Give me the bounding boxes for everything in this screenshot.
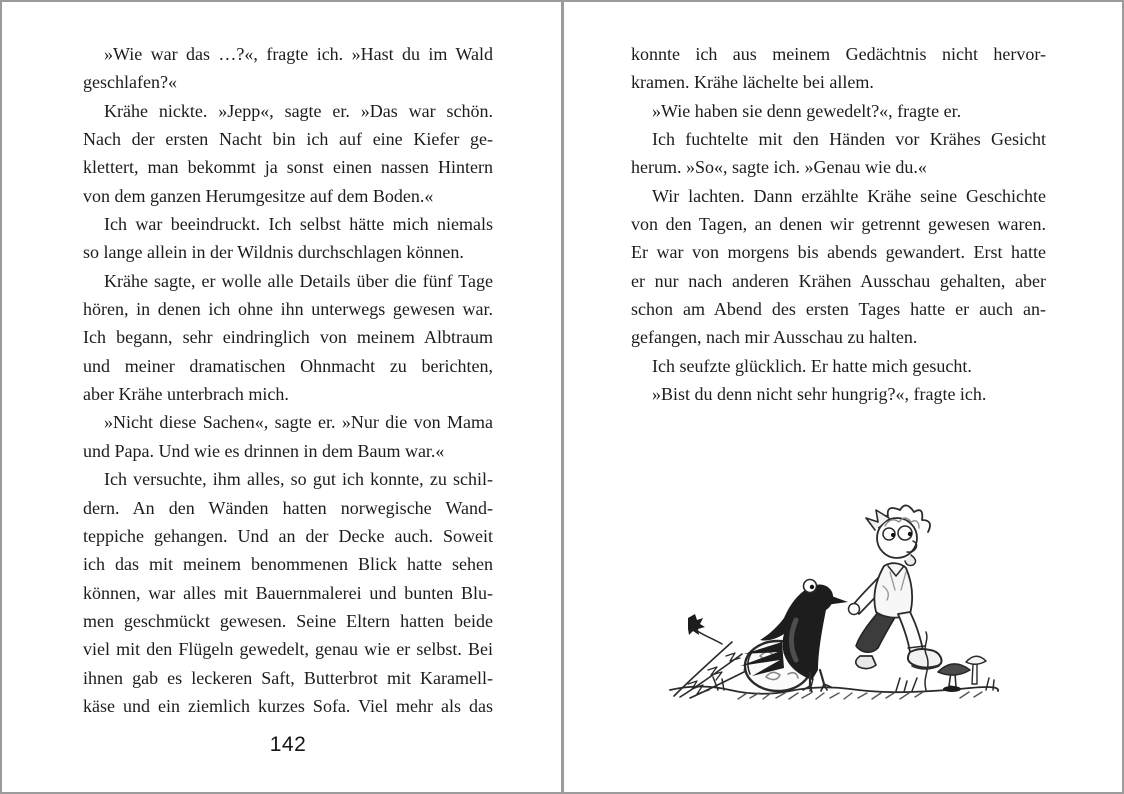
- page-right: [564, 2, 1122, 792]
- fern-tip: [688, 614, 705, 635]
- text-line: geschlafen?«: [83, 72, 177, 93]
- page-left: [2, 2, 561, 792]
- child: [849, 505, 942, 669]
- text-line: Er war von morgens bis abends gewandert. Erst hatte: [631, 242, 1046, 263]
- text-line: Wir lachten. Dann erzählte Krähe seine Geschichte: [652, 185, 1046, 206]
- text-line: klettert, man bekommt ja sonst einen nassen Hintern: [83, 157, 493, 178]
- page-right-text: [631, 40, 1046, 408]
- text-line: »Nicht diese Sachen«, sagte er. »Nur die von Mama: [104, 412, 493, 433]
- text-line: »Wie war das …?«, fragte ich. »Hast du im Wald: [104, 44, 493, 64]
- text-line: er nur nach anderen Krähen Ausschau gehalten, aber: [631, 270, 1046, 291]
- text-line: und Papa. Und wie es drinnen in dem Baum war.«: [83, 440, 445, 461]
- text-line: kramen. Krähe lächelte bei allem.: [631, 72, 874, 93]
- text-line: können, war alles mit Bauernmalerei und bunten Blu-: [83, 582, 493, 603]
- text-line: Krähe nickte. »Jepp«, sagte er. »Das war schön.: [104, 100, 493, 121]
- text-line: Ich begann, sehr eindringlich von meinem Albtraum: [83, 327, 493, 348]
- text-line: Nach der ersten Nacht bin ich auf eine Kiefer ge-: [83, 129, 493, 150]
- text-line: von den Tagen, an denen wir getrennt gewesen waren.: [631, 214, 1046, 235]
- text-line: Ich war beeindruckt. Ich selbst hätte mich niemals: [104, 214, 493, 235]
- text-line: ihnen gab es leckeren Saft, Butterbrot mit Karamell-: [83, 667, 493, 688]
- text-line: und meiner dramatischen Ohnmacht zu berichten,: [83, 355, 493, 376]
- text-line: »Bist du denn nicht sehr hungrig?«, fragte ich.: [652, 384, 987, 405]
- text-line: Ich fuchtelte mit den Händen vor Krähes Gesicht: [652, 129, 1046, 150]
- text-line: viel mit den Flügeln gewedelt, genau wie er selbst. Bei: [83, 639, 493, 660]
- spread-container: [2, 2, 1122, 792]
- text-line: aber Krähe unterbrach mich.: [83, 384, 289, 405]
- page-number-left: 142: [269, 733, 307, 756]
- child-rear-shoe: [856, 656, 876, 669]
- child-hand: [849, 604, 860, 615]
- text-line: herum. »So«, sagte ich. »Genau wie du.«: [631, 157, 927, 178]
- child-ear: [905, 555, 916, 566]
- text-line: teppiche gehangen. Und an der Decke auch. Soweit: [83, 525, 493, 546]
- page-left-text: [83, 40, 493, 720]
- text-line: ich das mit meinem benommenen Blick hatte sehen: [83, 554, 493, 575]
- illustration-crow-and-child: [660, 484, 1004, 722]
- text-line: Krähe sagte, er wolle alle Details über die fünf Tage: [104, 270, 493, 291]
- text-line: schon am Abend des ersten Tages hatte er auch an-: [631, 299, 1046, 320]
- fern: [674, 614, 757, 698]
- text-line: hören, in denen ich ohne ihn unterwegs gewesen war.: [83, 299, 493, 320]
- crow-eye: [804, 580, 817, 593]
- text-line: dern. An den Wänden hatten norwegische Wand-: [83, 497, 493, 518]
- text-line: so lange allein in der Wildnis durchschlagen können.: [83, 242, 464, 263]
- text-line: von dem ganzen Herumgesitze auf dem Boden.«: [83, 185, 434, 206]
- text-line: käse und ein ziemlich kurzes Sofa. Viel mehr als das: [83, 695, 493, 716]
- text-line: Ich seufzte glücklich. Er hatte mich gesucht.: [652, 355, 972, 376]
- text-line: »Wie haben sie denn gewedelt?«, fragte er.: [652, 100, 962, 121]
- text-line: konnte ich aus meinem Gedächtnis nicht hervor-: [631, 44, 1046, 64]
- text-line: Ich versuchte, ihm alles, so gut ich konnte, zu schil-: [104, 469, 493, 490]
- text-line: gefangen, nach mir Ausschau zu halten.: [631, 327, 918, 348]
- text-line: men geschmückt gewesen. Seine Eltern hatten beide: [83, 610, 493, 631]
